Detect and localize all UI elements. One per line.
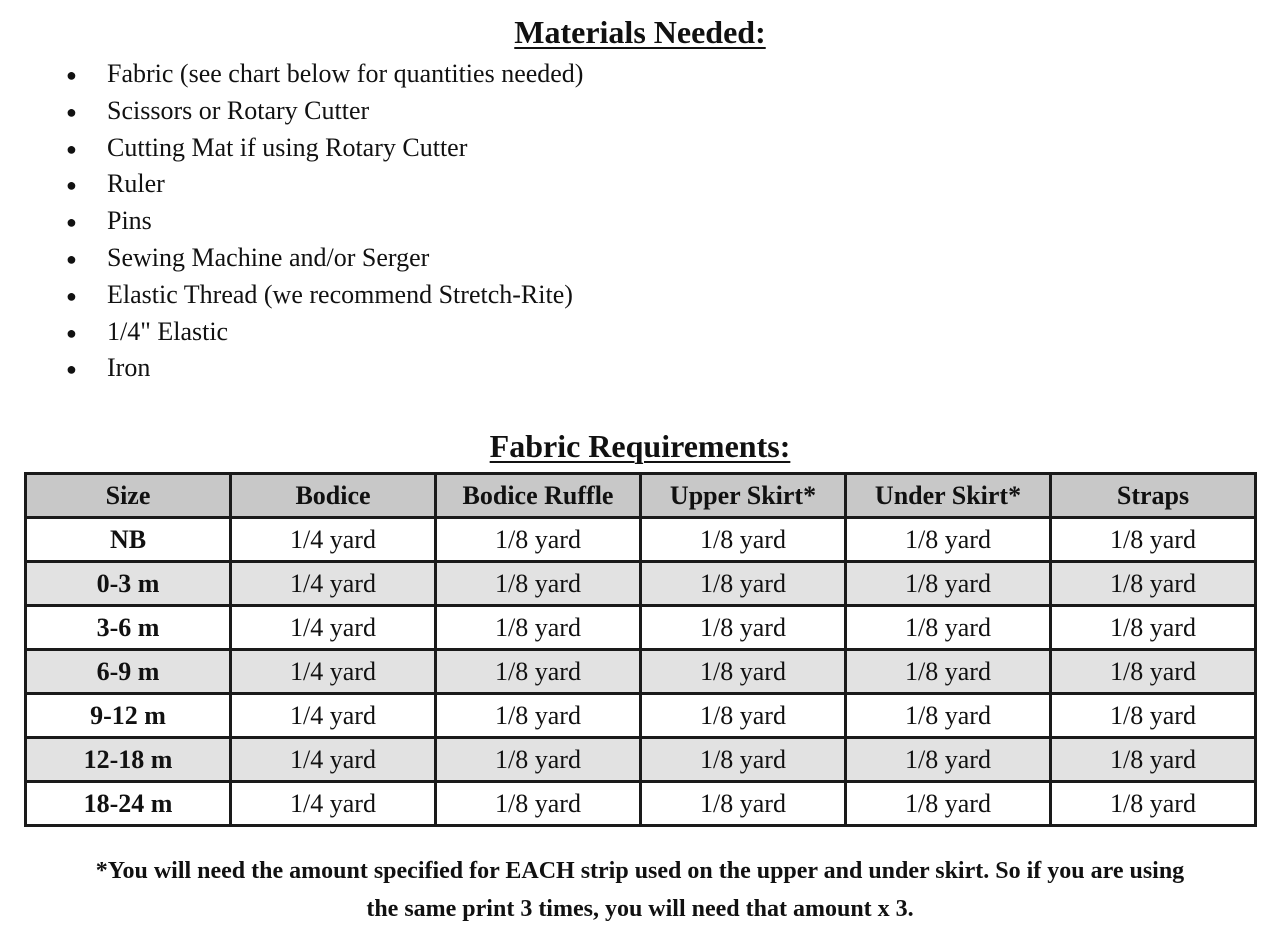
- table-row: [26, 782, 1256, 826]
- column-header: Bodice: [231, 474, 436, 518]
- table-cell: 1/8 yard: [641, 650, 846, 694]
- bullet-icon: ●: [66, 175, 77, 196]
- table-cell: 1/8 yard: [436, 694, 641, 738]
- size-cell: 18-24 m: [26, 782, 231, 826]
- table-row: [26, 738, 1256, 782]
- bullet-icon: ●: [66, 248, 77, 269]
- table-cell: 1/8 yard: [846, 782, 1051, 826]
- column-header: Straps: [1051, 474, 1256, 518]
- table-cell: 1/4 yard: [231, 738, 436, 782]
- list-item: [0, 166, 583, 203]
- bullet-icon: ●: [66, 101, 77, 122]
- size-cell: NB: [26, 518, 231, 562]
- list-item: [0, 130, 583, 167]
- list-item-text: Pins: [107, 206, 152, 236]
- list-item-text: Ruler: [107, 169, 165, 199]
- list-item-text: Scissors or Rotary Cutter: [107, 95, 370, 125]
- materials-list: [0, 56, 583, 387]
- column-header: Size: [26, 474, 231, 518]
- table-cell: 1/8 yard: [436, 782, 641, 826]
- table-cell: 1/8 yard: [1051, 562, 1256, 606]
- footnote: [0, 852, 1280, 928]
- table-row: [26, 650, 1256, 694]
- table-cell: 1/8 yard: [1051, 782, 1256, 826]
- table-cell: 1/8 yard: [641, 694, 846, 738]
- table-cell: 1/8 yard: [1051, 694, 1256, 738]
- table-cell: 1/8 yard: [436, 562, 641, 606]
- list-item: [0, 240, 583, 277]
- size-cell: 12-18 m: [26, 738, 231, 782]
- size-cell: 0-3 m: [26, 562, 231, 606]
- column-header: Bodice Ruffle: [436, 474, 641, 518]
- fabric-requirements-table: [24, 472, 1257, 827]
- footnote-line: *You will need the amount specified for EACH strip used on the upper and under skirt. So if you are using: [95, 858, 1185, 884]
- table-header-row: [26, 474, 1256, 518]
- list-item: [0, 277, 583, 314]
- table-cell: 1/4 yard: [231, 782, 436, 826]
- table-cell: 1/8 yard: [846, 606, 1051, 650]
- bullet-icon: ●: [66, 65, 77, 85]
- bullet-icon: ●: [66, 359, 77, 380]
- table-cell: 1/8 yard: [1051, 606, 1256, 650]
- table-cell: 1/8 yard: [641, 738, 846, 782]
- table-cell: 1/4 yard: [231, 650, 436, 694]
- bullet-icon: ●: [66, 322, 77, 343]
- table-cell: 1/4 yard: [231, 694, 436, 738]
- table-row: [26, 562, 1256, 606]
- table-cell: 1/8 yard: [641, 782, 846, 826]
- table-row: [26, 518, 1256, 562]
- bullet-icon: ●: [66, 138, 77, 159]
- table-cell: 1/4 yard: [231, 606, 436, 650]
- table-cell: 1/4 yard: [231, 562, 436, 606]
- footnote-line: the same print 3 times, you will need that amount x 3.: [366, 896, 914, 922]
- table-cell: 1/8 yard: [641, 606, 846, 650]
- list-item-text: Elastic Thread (we recommend Stretch-Rite): [107, 279, 573, 309]
- list-item-text: Sewing Machine and/or Serger: [107, 242, 430, 272]
- table-cell: 1/8 yard: [436, 518, 641, 562]
- table-cell: 1/8 yard: [846, 562, 1051, 606]
- table-row: [26, 694, 1256, 738]
- column-header: Under Skirt*: [846, 474, 1051, 518]
- fabric-requirements-heading: Fabric Requirements:: [489, 428, 791, 464]
- table-cell: 1/8 yard: [436, 606, 641, 650]
- table-cell: 1/8 yard: [846, 694, 1051, 738]
- size-cell: 9-12 m: [26, 694, 231, 738]
- bullet-icon: ●: [66, 212, 77, 233]
- table-cell: 1/8 yard: [1051, 738, 1256, 782]
- list-item-text: Iron: [107, 353, 151, 383]
- table-cell: 1/8 yard: [1051, 650, 1256, 694]
- list-item: [0, 203, 583, 240]
- table-row: [26, 606, 1256, 650]
- table-cell: 1/8 yard: [436, 650, 641, 694]
- table-cell: 1/8 yard: [846, 738, 1051, 782]
- table-cell: 1/4 yard: [231, 518, 436, 562]
- table-cell: 1/8 yard: [1051, 518, 1256, 562]
- list-item: [0, 350, 583, 387]
- table-cell: 1/8 yard: [436, 738, 641, 782]
- table-cell: 1/8 yard: [846, 650, 1051, 694]
- list-item-text: Fabric (see chart below for quantities needed): [107, 59, 584, 88]
- list-item-text: Cutting Mat if using Rotary Cutter: [107, 132, 468, 162]
- column-header: Upper Skirt*: [641, 474, 846, 518]
- materials-heading: Materials Needed:: [514, 14, 766, 50]
- size-cell: 6-9 m: [26, 650, 231, 694]
- list-item: [0, 93, 583, 130]
- list-item-text: 1/4" Elastic: [107, 316, 229, 346]
- table-cell: 1/8 yard: [641, 562, 846, 606]
- bullet-icon: ●: [66, 285, 77, 306]
- table-cell: 1/8 yard: [641, 518, 846, 562]
- list-item: [0, 314, 583, 351]
- table-cell: 1/8 yard: [846, 518, 1051, 562]
- list-item: [0, 56, 583, 93]
- size-cell: 3-6 m: [26, 606, 231, 650]
